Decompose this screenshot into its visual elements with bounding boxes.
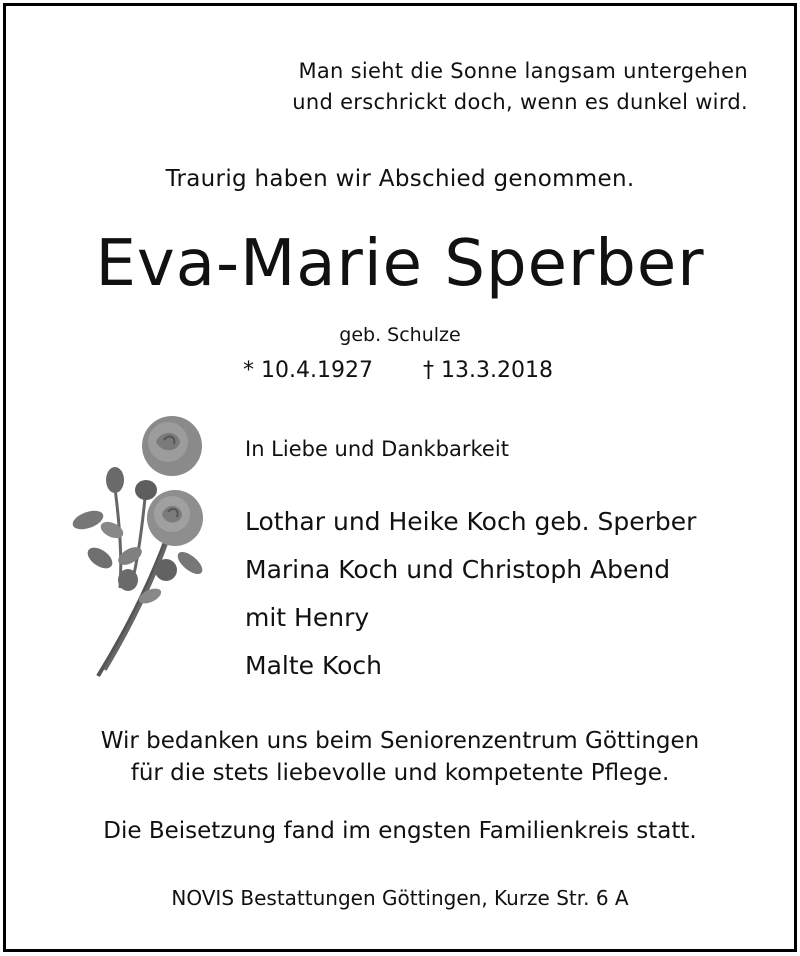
mourners-list (245, 498, 696, 690)
thanks-text (0, 725, 800, 789)
birth-date: * 10.4.1927 (243, 358, 373, 383)
quote-line-1: Man sieht die Sonne langsam untergehen (298, 59, 748, 83)
mourner-line: Marina Koch und Christoph Abend (245, 555, 671, 584)
mourner-line: Malte Koch (245, 651, 382, 680)
rose-icon (60, 408, 220, 683)
quote (292, 56, 748, 118)
death-date: † 13.3.2018 (423, 358, 553, 383)
mourner-line: Lothar und Heike Koch geb. Sperber (245, 507, 697, 536)
mourners-intro: In Liebe und Dankbarkeit (245, 437, 509, 461)
farewell-text: Traurig haben wir Abschied genommen. (165, 166, 635, 192)
thanks-line-2: für die stets liebevolle und kompetente Pflege. (130, 760, 670, 786)
deceased-name: Eva-Marie Sperber (95, 227, 705, 301)
mourner-line: mit Henry (245, 603, 370, 632)
undertaker-info: NOVIS Bestattungen Göttingen, Kurze Str. 6 A (171, 886, 629, 910)
quote-line-2: und erschrickt doch, wenn es dunkel wird. (292, 90, 748, 114)
maiden-name: geb. Schulze (339, 324, 461, 346)
thanks-line-1: Wir bedanken uns beim Seniorenzentrum Göttingen (100, 728, 700, 754)
funeral-note: Die Beisetzung fand im engsten Familienkreis statt. (103, 818, 697, 844)
